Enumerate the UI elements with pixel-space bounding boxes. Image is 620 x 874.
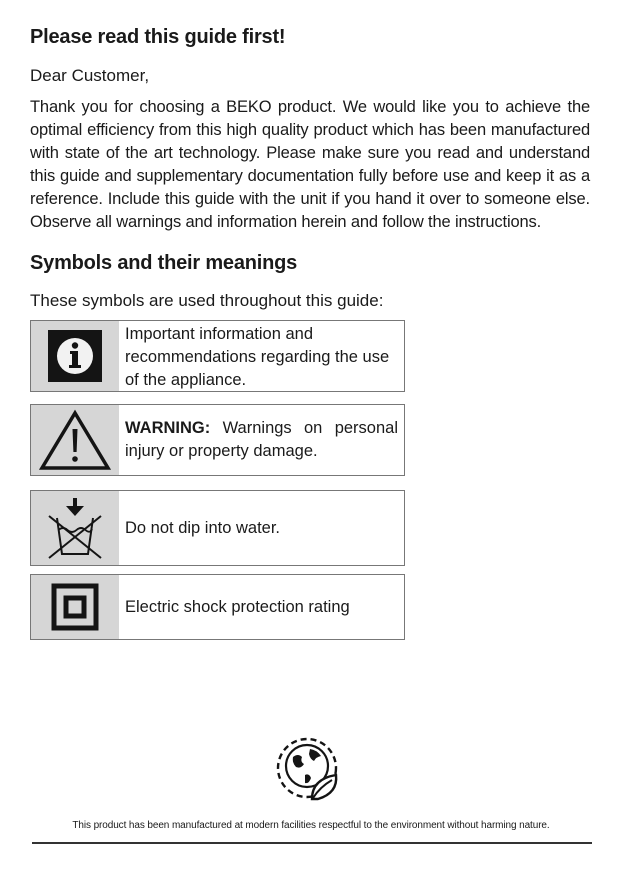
greeting: Dear Customer, (30, 66, 150, 85)
symbol-description: Important information and recommendations regarding the use of the appliance. (125, 325, 390, 389)
intro-paragraph: Thank you for choosing a BEKO product. We would like you to achieve the optimal efficiency from this high quality product which has been manufactured with state of the art technology. Please make sure you read and understand this guide and supplementary documentation fully before use and keep it as a reference. Include this guide with the unit if you hand it over to someone else. Observe all warnings and information herein and follow the instructions. (30, 98, 590, 231)
page-title: Please read this guide first! (30, 26, 286, 48)
footer-divider (32, 842, 592, 844)
symbol-description: Do not dip into water. (125, 518, 281, 537)
warning-text: Warnings on personal injury or property damage. (125, 419, 398, 460)
info-icon (48, 330, 102, 382)
info-icon-cell (31, 321, 119, 391)
eco-globe-leaf-icon (276, 735, 342, 807)
symbol-row-no-immersion (30, 490, 405, 566)
warning-triangle-icon (39, 409, 111, 471)
environment-note: This product has been manufactured at modern facilities respectful to the environment without harming nature. (72, 820, 550, 831)
no-immersion-icon-cell (31, 491, 119, 565)
symbol-description (125, 417, 398, 463)
double-insulation-icon (51, 583, 99, 631)
warning-label: WARNING: (125, 419, 211, 437)
symbol-row-warning (30, 404, 405, 476)
symbol-row-info (30, 320, 405, 392)
symbol-description: Electric shock protection rating (125, 597, 350, 616)
symbols-lead: These symbols are used throughout this guide: (30, 291, 384, 310)
symbol-text-cell (119, 491, 404, 565)
symbol-row-shock-protection (30, 574, 405, 640)
symbol-text-cell (119, 321, 404, 391)
symbol-text-cell (119, 405, 404, 475)
double-insulation-icon-cell (31, 575, 119, 639)
symbol-text-cell (119, 575, 404, 639)
warning-icon-cell (31, 405, 119, 475)
symbols-heading: Symbols and their meanings (30, 252, 298, 274)
no-water-immersion-icon (45, 496, 105, 560)
